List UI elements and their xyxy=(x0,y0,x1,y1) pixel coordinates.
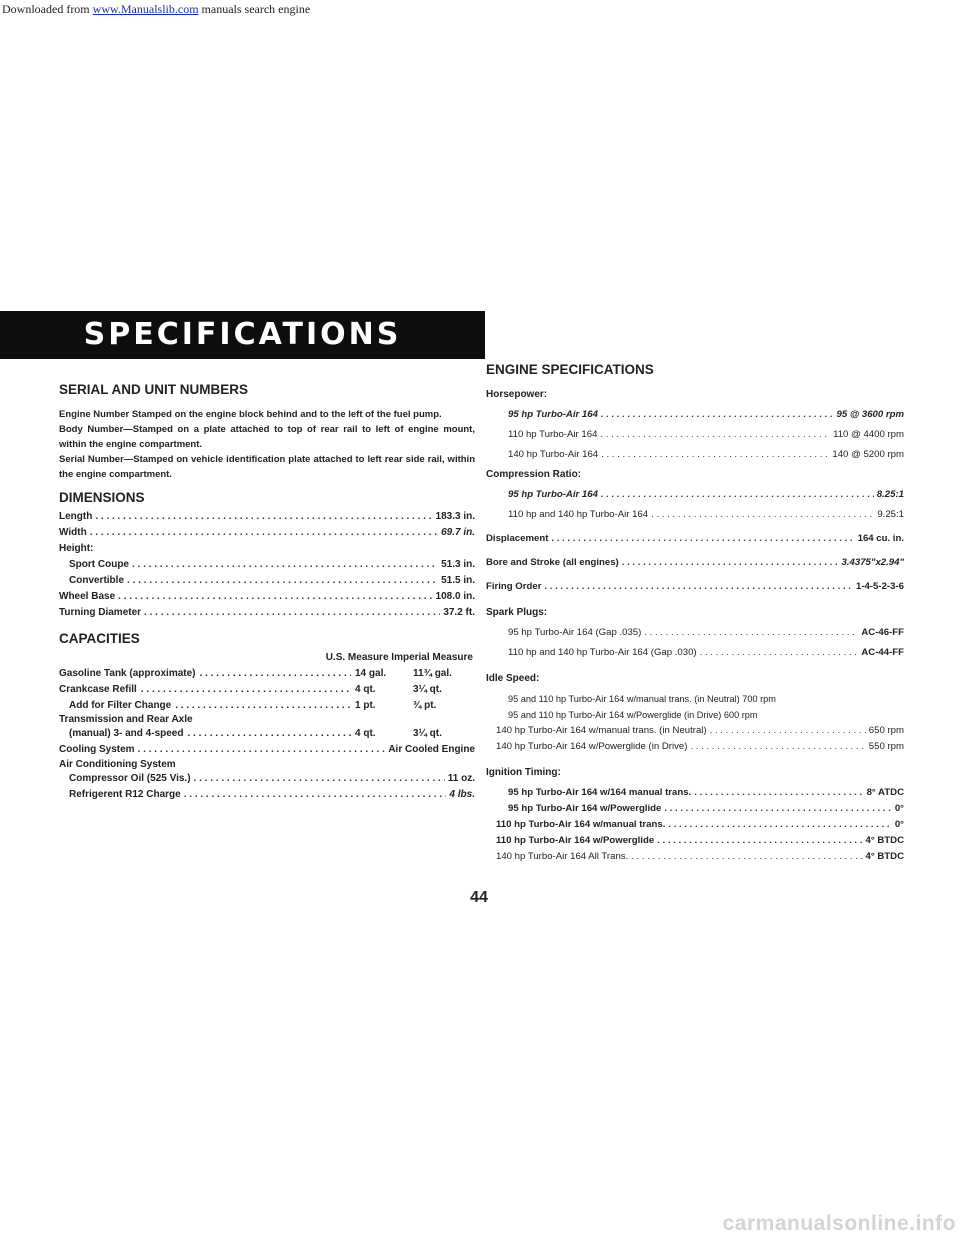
bore-stroke-row xyxy=(486,555,904,571)
refrigerent-value: 4 lbs. xyxy=(449,789,475,800)
timing-110-manual-label: 110 hp Turbo-Air 164 w/manual trans. xyxy=(496,819,666,830)
crankcase-refill-imperial: 3¼ qt. xyxy=(413,684,442,695)
width-row xyxy=(59,525,475,541)
specifications-banner: SPECIFICATIONS xyxy=(0,311,485,359)
horsepower-label: Horsepower: xyxy=(486,389,548,400)
displacement-row xyxy=(486,531,904,547)
idle-row-140-manual xyxy=(486,723,904,739)
compression-ratio-label: Compression Ratio: xyxy=(486,469,582,480)
transmission-label-line1: Transmission and Rear Axle xyxy=(59,714,193,725)
timing-95-powerglide-label: 95 hp Turbo-Air 164 w/Powerglide xyxy=(508,803,662,814)
gasoline-tank-imperial: 11¾ gal. xyxy=(413,668,452,679)
gasoline-tank-us: 14 gal. xyxy=(355,668,387,679)
gasoline-tank-row xyxy=(59,666,475,682)
crankcase-refill-row xyxy=(59,682,475,698)
transmission-row xyxy=(59,726,475,742)
firing-order-label: Firing Order xyxy=(486,581,542,592)
cooling-system-value: Air Cooled Engine xyxy=(388,744,475,755)
displacement-value: 164 cu. in. xyxy=(857,533,904,544)
timing-110-powerglide-label: 110 hp Turbo-Air 164 w/Powerglide xyxy=(496,835,655,846)
length-label: Length xyxy=(59,511,93,522)
idle-140-powerglide-label: 140 hp Turbo-Air 164 w/Powerglide (in Drive) xyxy=(496,741,688,752)
timing-95-manual-label: 95 hp Turbo-Air 164 w/164 manual trans. xyxy=(508,787,692,798)
compression-95-value: 8.25:1 xyxy=(876,489,904,500)
filter-change-us: 1 pt. xyxy=(355,700,376,711)
timing-row-95-manual xyxy=(486,785,904,801)
source-bar xyxy=(0,0,960,20)
timing-110-manual-value: 0° xyxy=(894,819,904,830)
hp-110-value: 110 @ 4400 rpm xyxy=(833,429,904,440)
source-prefix: Downloaded from xyxy=(2,2,90,16)
refrigerent-label: Refrigerent R12 Charge xyxy=(69,789,181,800)
wheel-base-row xyxy=(59,589,475,605)
plug-110-140-value: AC-44-FF xyxy=(861,647,904,658)
transmission-us: 4 qt. xyxy=(355,728,376,739)
timing-110-powerglide-value: 4° BTDC xyxy=(865,835,904,846)
left-column xyxy=(59,382,475,803)
hp-row-110 xyxy=(486,427,904,443)
manualslib-link[interactable]: www.Manualslib.com xyxy=(92,2,199,16)
compressor-oil-value: 11 oz. xyxy=(447,773,475,784)
length-row xyxy=(59,509,475,525)
hp-row-140 xyxy=(486,447,904,463)
compression-row-95 xyxy=(486,487,904,503)
plug-95-label: 95 hp Turbo-Air 164 (Gap .035) xyxy=(508,627,642,638)
compression-95-label: 95 hp Turbo-Air 164 xyxy=(508,489,598,500)
engine-specs-heading: ENGINE SPECIFICATIONS xyxy=(486,362,654,377)
idle-140-manual-value: 650 rpm xyxy=(868,725,904,736)
idle-line-95-110-manual: 95 and 110 hp Turbo-Air 164 w/manual trans. (in Neutral) 700 rpm xyxy=(508,694,776,704)
plug-95-value: AC-46-FF xyxy=(861,627,904,638)
spark-plugs-label: Spark Plugs: xyxy=(486,607,548,618)
wheel-base-label: Wheel Base xyxy=(59,591,116,602)
idle-line-95-110-powerglide: 95 and 110 hp Turbo-Air 164 w/Powerglide (in Drive) 600 rpm xyxy=(508,710,758,720)
convertible-row xyxy=(59,573,475,589)
timing-140-all-value: 4° BTDC xyxy=(865,851,904,862)
timing-row-140-all xyxy=(486,849,904,865)
idle-row-140-powerglide xyxy=(486,739,904,755)
displacement-label: Displacement xyxy=(486,533,549,544)
bore-stroke-value: 3.4375"x2.94" xyxy=(841,557,904,568)
refrigerent-row xyxy=(59,787,475,803)
timing-95-powerglide-value: 0° xyxy=(894,803,904,814)
wheel-base-value: 108.0 in. xyxy=(435,591,475,602)
crankcase-refill-label: Crankcase Refill xyxy=(59,684,137,695)
compressor-oil-label: Compressor Oil (525 Vis.) xyxy=(69,773,191,784)
serial-heading: SERIAL AND UNIT NUMBERS xyxy=(59,382,249,397)
hp-95-value: 95 @ 3600 rpm xyxy=(836,409,904,420)
hp-110-label: 110 hp Turbo-Air 164 xyxy=(508,429,598,440)
timing-row-95-powerglide xyxy=(486,801,904,817)
compression-row-110-140 xyxy=(486,507,904,523)
sport-coupe-row xyxy=(59,557,475,573)
plug-row-110-140 xyxy=(486,645,904,661)
height-label: Height: xyxy=(59,543,94,554)
hp-95-label: 95 hp Turbo-Air 164 xyxy=(508,409,598,420)
hp-140-value: 140 @ 5200 rpm xyxy=(832,449,904,460)
dimensions-heading: DIMENSIONS xyxy=(59,490,145,505)
cooling-system-row xyxy=(59,742,475,758)
timing-row-110-manual xyxy=(486,817,904,833)
plug-row-95 xyxy=(486,625,904,641)
capacities-heading: CAPACITIES xyxy=(59,631,140,646)
turning-diameter-label: Turning Diameter xyxy=(59,607,142,618)
width-value: 69.7 in. xyxy=(441,527,475,538)
right-column xyxy=(486,362,904,865)
length-value: 183.3 in. xyxy=(435,511,475,522)
plug-110-140-label: 110 hp and 140 hp Turbo-Air 164 (Gap .030) xyxy=(508,647,697,658)
sport-coupe-value: 51.3 in. xyxy=(441,559,475,570)
bore-stroke-label: Bore and Stroke (all engines) xyxy=(486,557,619,568)
serial-number-line: Serial Number—Stamped on vehicle identification plate attached to left rear side rail, within the engine compartment. xyxy=(59,454,475,480)
filter-change-row xyxy=(59,698,475,714)
convertible-value: 51.5 in. xyxy=(441,575,475,586)
compressor-oil-row xyxy=(59,771,475,787)
idle-speed-label: Idle Speed: xyxy=(486,673,540,684)
hp-row-95 xyxy=(486,407,904,423)
capacities-column-header: U.S. Measure Imperial Measure xyxy=(325,652,473,663)
sport-coupe-label: Sport Coupe xyxy=(69,559,129,570)
turning-diameter-row xyxy=(59,605,475,621)
ignition-timing-label: Ignition Timing: xyxy=(486,767,561,778)
hp-140-label: 140 hp Turbo-Air 164 xyxy=(508,449,599,460)
timing-row-110-powerglide xyxy=(486,833,904,849)
idle-140-powerglide-value: 550 rpm xyxy=(868,741,904,752)
cooling-system-label: Cooling System xyxy=(59,744,135,755)
filter-change-label: Add for Filter Change xyxy=(69,700,172,711)
serial-body-line: Body Number—Stamped on a plate attached to top of rear rail to left of engine mount, within the engine compartment. xyxy=(59,424,475,450)
compression-110-140-label: 110 hp and 140 hp Turbo-Air 164 xyxy=(508,509,649,520)
firing-order-row xyxy=(486,579,904,595)
watermark: carmanualsonline.info xyxy=(722,1212,956,1235)
transmission-imperial: 3¼ qt. xyxy=(413,728,442,739)
turning-diameter-value: 37.2 ft. xyxy=(443,607,475,618)
filter-change-imperial: ¾ pt. xyxy=(413,700,437,711)
source-suffix: manuals search engine xyxy=(201,2,311,16)
compression-110-140-value: 9.25:1 xyxy=(877,509,904,520)
transmission-label-line2: (manual) 3- and 4-speed xyxy=(69,728,184,739)
timing-140-all-label: 140 hp Turbo-Air 164 All Trans. xyxy=(496,851,629,862)
serial-engine-line: Engine Number Stamped on the engine block behind and to the left of the fuel pump. xyxy=(59,409,442,420)
firing-order-value: 1-4-5-2-3-6 xyxy=(856,581,904,592)
crankcase-refill-us: 4 qt. xyxy=(355,684,376,695)
gasoline-tank-label: Gasoline Tank (approximate) xyxy=(59,668,196,679)
width-label: Width xyxy=(59,527,87,538)
convertible-label: Convertible xyxy=(69,575,125,586)
air-conditioning-label: Air Conditioning System xyxy=(59,759,176,770)
idle-140-manual-label: 140 hp Turbo-Air 164 w/manual trans. (in Neutral) xyxy=(496,725,707,736)
page-number: 44 xyxy=(470,889,488,906)
timing-95-manual-value: 8° ATDC xyxy=(866,787,904,798)
